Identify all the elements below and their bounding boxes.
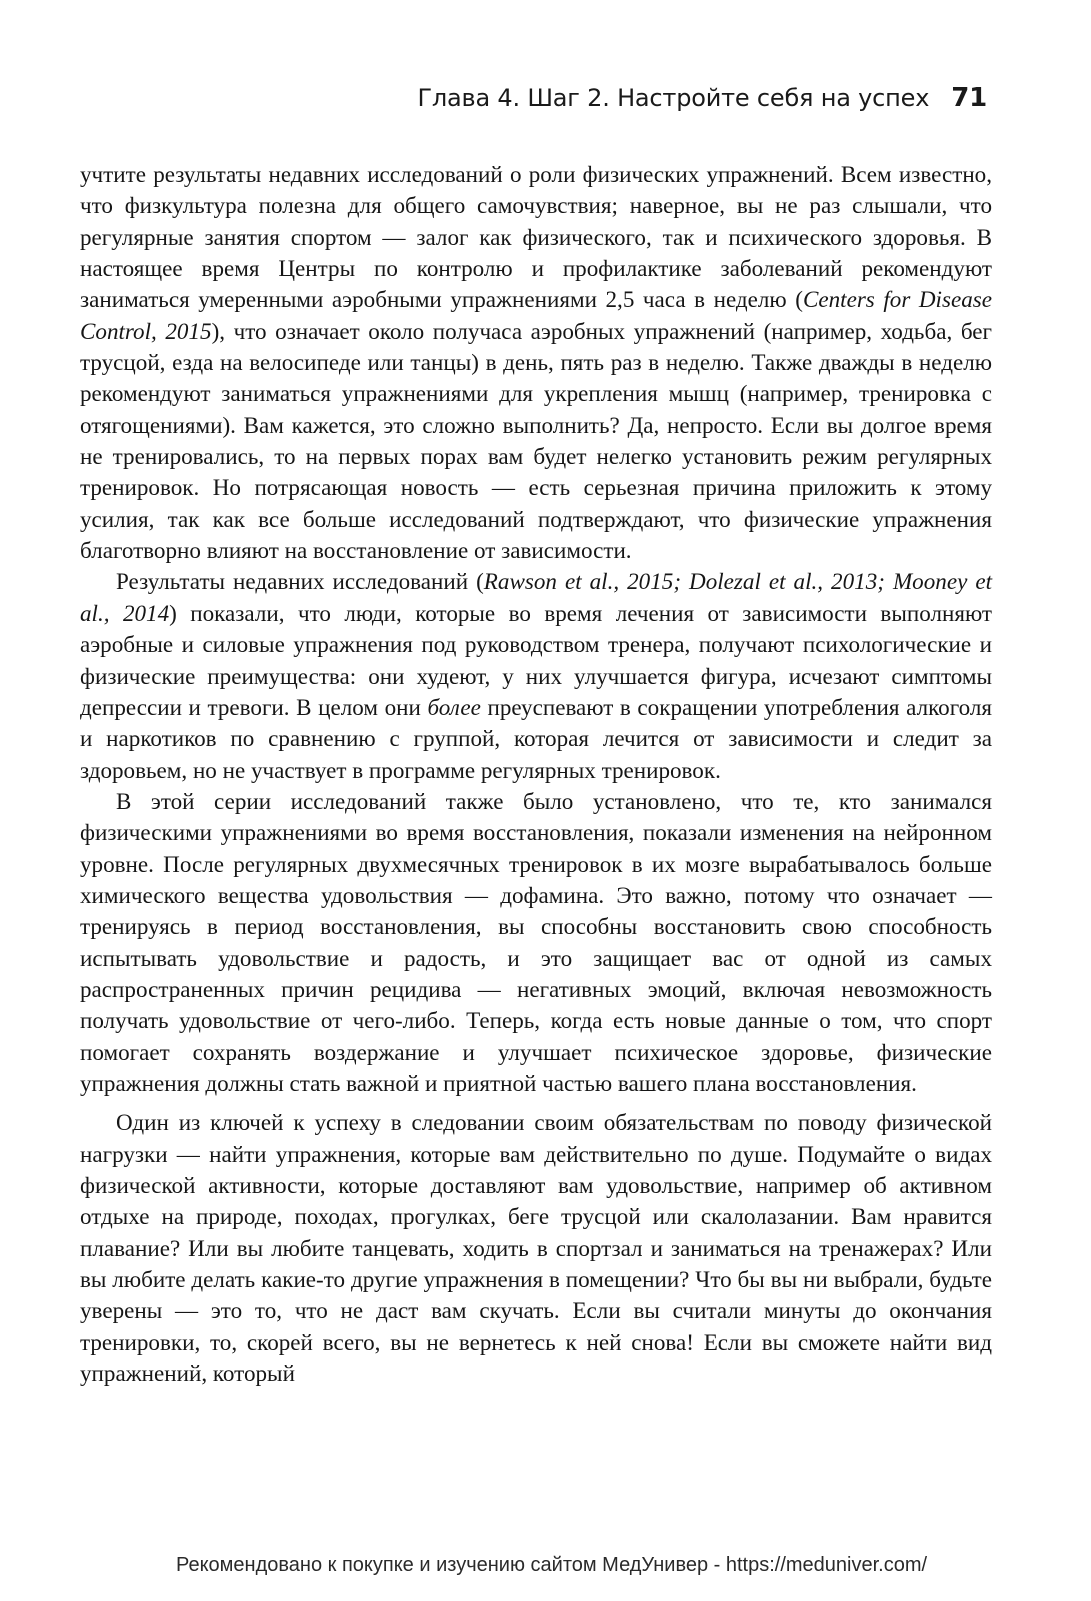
paragraph-3 bbox=[80, 786, 992, 1099]
text-segment: ), что означает около получаса аэробных упражнений (например, ходьба, бег трусцой, езда на велосипеде или танцы) в день, пять раз в неделю. Также дважды в неделю рекомендуют заниматься упражнениями для укрепления мышц (например, тренировка с отягощениями). Вам кажется, это сложно выполнить? Да, непросто. Если вы долгое время не тренировались, то на первых порах вам будет нелегко установить режим регулярных тренировок. Но потрясающая новость — есть серьезная причина приложить к этому усилия, так как все больше исследований подтверждают, что физические упражнения благотворно влияют на восстановление от зависимости. bbox=[80, 317, 992, 564]
paragraph-2 bbox=[80, 566, 992, 785]
paragraph-1 bbox=[80, 159, 992, 566]
footer-watermark: Рекомендовано к покупке и изучению сайтом МедУнивер - https://meduniver.com/ bbox=[176, 1554, 928, 1576]
text-segment: преуспевают в сокращении употребления алкоголя и наркотиков по сравнению с группой, которая лечится от зависимости и следит за здоровьем, но не участвует в программе регулярных тренировок. bbox=[80, 693, 992, 783]
paragraph-4 bbox=[80, 1107, 992, 1389]
text-segment: Один из ключей к успеху в следовании своим обязательствам по поводу физической нагрузки — найти упражнения, которые вам действительно по душе. Подумайте о видах физической активности, которые доставляют вам удовольствие, например об активном отдыхе на природе, походах, прогулках, беге трусцой или скалолазании. Вам нравится плавание? Или вы любите танцевать, ходить в спортзал и заниматься на тренажерах? Или вы любите делать какие-то другие упражнения в помещении? Что бы вы ни выбрали, будьте уверены — это то, что не даст вам скучать. Если вы считали минуты до окончания тренировки, то, скорей всего, вы не вернетесь к ней снова! Если вы сможете найти вид упражнений, который bbox=[80, 1109, 992, 1387]
body-text bbox=[80, 159, 992, 1389]
italic-citation: более bbox=[427, 693, 481, 720]
running-head bbox=[417, 82, 987, 114]
italic-citation: Rawson et al., 2015; Dolezal et al., 2013; Mooney et al., 2014 bbox=[80, 568, 992, 626]
chapter-title: Глава 4. Шаг 2. Настройте себя на успех bbox=[417, 84, 930, 112]
text-segment: Результаты недавних исследований ( bbox=[116, 568, 484, 595]
italic-citation: Centers for Disease Control, 2015 bbox=[80, 286, 992, 344]
text-segment: учтите результаты недавних исследований о роли физических упражнений. Всем известно, что физкультура полезна для общего самочувствия; наверное, вы не раз слышали, что регулярные занятия спортом — залог как физического, так и психического здоровья. В настоящее время Центры по контролю и профилактике заболеваний рекомендуют заниматься умеренными аэробными упражнениями 2,5 часа в неделю ( bbox=[80, 161, 992, 313]
text-segment: В этой серии исследований также было установлено, что те, кто занимался физическими упражнениями во время восстановления, показали изменения на нейронном уровне. После регулярных двухмесячных тренировок в их мозге вырабатывалось больше химического вещества удовольствия — дофамина. Это важно, потому что означает — тренируясь в период восстановления, вы способны восстановить свою способность испытывать удовольствие и радость, и это защищает вас от одной из самых распространенных причин рецидива — негативных эмоций, включая невозможность получать удовольствие от чего-либо. Теперь, когда есть новые данные о том, что спорт помогает сохранять воздержание и улучшает психическое здоровье, физические упражнения должны стать важной и приятной частью вашего плана восстановления. bbox=[80, 787, 992, 1096]
page-number: 71 bbox=[951, 83, 987, 113]
text-segment: ) показали, что люди, которые во время лечения от зависимости выполняют аэробные и силовые упражнения под руководством тренера, получают психологические и физические преимущества: они худеют, у них улучшается фигура, исчезают симптомы депрессии и тревоги. В целом они bbox=[80, 599, 992, 720]
